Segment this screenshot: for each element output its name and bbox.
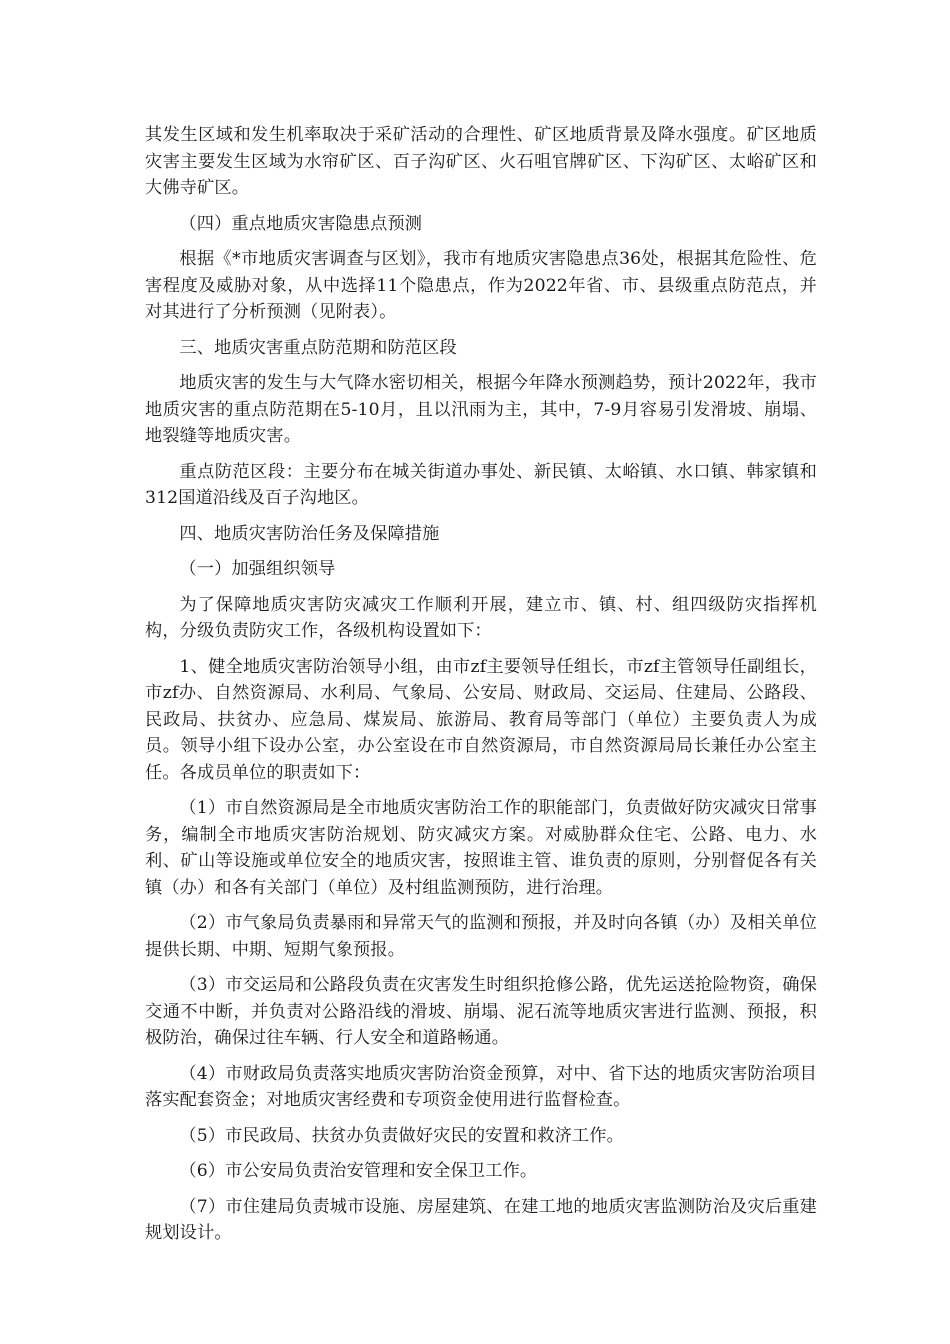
paragraph-5: 地质灾害的发生与大气降水密切相关，根据今年降水预测趋势，预计2022年，我市地质灾害的重点防范期在5-10月，且以汛雨为主，其中，7-9月容易引发滑坡、崩塌、地裂缝等地质灾害。 (145, 373, 817, 446)
paragraph-14: （4）市财政局负责落实地质灾害防治资金预算，对中、省下达的地质灾害防治项目落实配套资金；对地质灾害经费和专项资金使用进行监督检查。 (145, 1063, 817, 1110)
paragraph-16: （6）市公安局负责治安管理和安全保卫工作。 (179, 1161, 538, 1181)
paragraph-8: （一）加强组织领导 (179, 559, 336, 579)
paragraph-13: （3）市交运局和公路段负责在灾害发生时组织抢修公路，优先运送抢险物资，确保交通不中断，并负责对公路沿线的滑坡、崩塌、泥石流等地质灾害进行监测、预报，积极防治，确保过往车辆、行人安全和道路畅通。 (145, 975, 817, 1048)
paragraph-1: 其发生区域和发生机率取决于采矿活动的合理性、矿区地质背景及降水强度。矿区地质灾害主要发生区域为水帘矿区、百子沟矿区、火石咀官牌矿区、下沟矿区、太峪矿区和大佛寺矿区。 (145, 125, 817, 198)
paragraph-12: （2）市气象局负责暴雨和异常天气的监测和预报，并及时向各镇（办）及相关单位提供长期、中期、短期气象预报。 (145, 913, 817, 960)
paragraph-9: 为了保障地质灾害防灾减灾工作顺利开展，建立市、镇、村、组四级防灾指挥机构，分级负责防灾工作，各级机构设置如下： (145, 594, 817, 641)
paragraph-11: （1）市自然资源局是全市地质灾害防治工作的职能部门，负责做好防灾减灾日常事务，编制全市地质灾害防治规划、防灾减灾方案。对威胁群众住宅、公路、电力、水利、矿山等设施或单位安全的地质灾害，按照谁主管、谁负责的原则，分别督促各有关镇（办）和各有关部门（单位）及村组监测预防，进行治理。 (145, 798, 817, 898)
document-body (145, 122, 817, 1256)
paragraph-7: 四、地质灾害防治任务及保障措施 (179, 523, 440, 544)
paragraph-17: （7）市住建局负责城市设施、房屋建筑、在建工地的地质灾害监测防治及灾后重建规划设计。 (145, 1196, 817, 1243)
paragraph-4: 三、地质灾害重点防范期和防范区段 (179, 337, 457, 358)
paragraph-3: 根据《*市地质灾害调查与区划》，我市有地质灾害隐患点36处，根据其危险性、危害程度及威胁对象，从中选择11个隐患点，作为2022年省、市、县级重点防范点，并对其进行了分析预测（见附表）。 (145, 249, 817, 322)
paragraph-10: 1、健全地质灾害防治领导小组，由市zf主要领导任组长，市zf主管领导任副组长，市zf办、自然资源局、水利局、气象局、公安局、财政局、交运局、住建局、公路段、民政局、扶贫办、应急局、煤炭局、旅游局、教育局等部门（单位）主要负责人为成员。领导小组下设办公室，办公室设在市自然资源局，市自然资源局局长兼任办公室主任。各成员单位的职责如下： (145, 656, 817, 783)
paragraph-15: （5）市民政局、扶贫办负责做好灾民的安置和救济工作。 (179, 1125, 624, 1146)
paragraph-2: （四）重点地质灾害隐患点预测 (179, 213, 423, 234)
paragraph-6: 重点防范区段：主要分布在城关街道办事处、新民镇、太峪镇、水口镇、韩家镇和312国道沿线及百子沟地区。 (145, 461, 817, 508)
